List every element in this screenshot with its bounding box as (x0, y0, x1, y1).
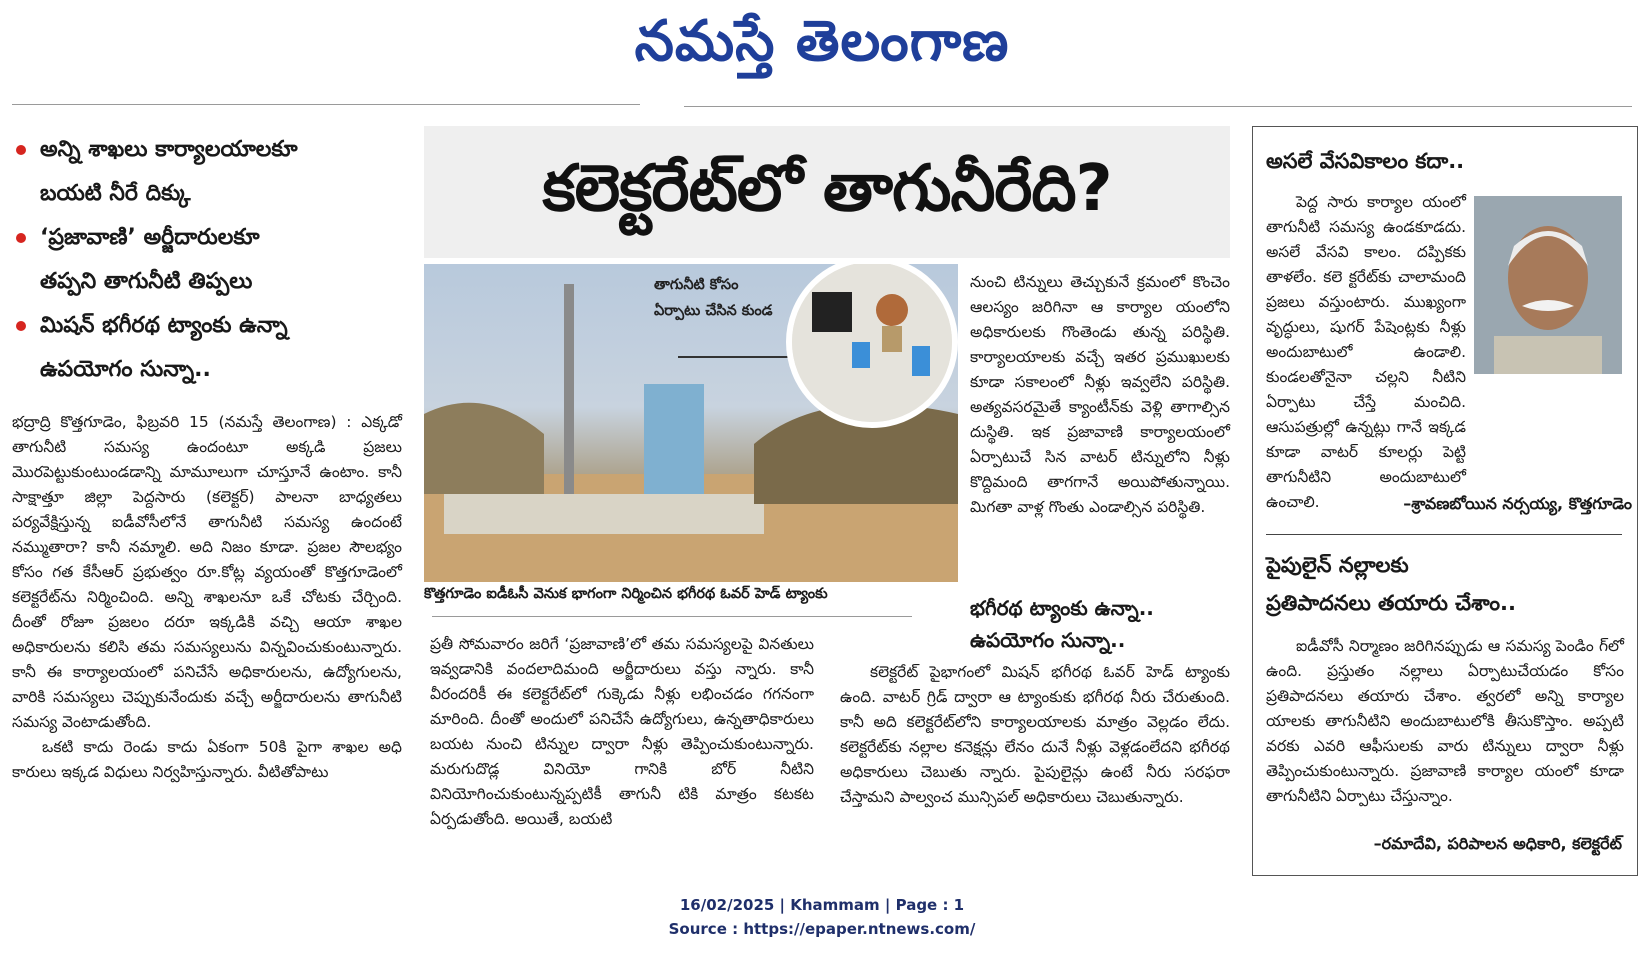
sidebar-quote-2: ఐడీవోసీ నిర్మాణం జరిగినప్పుడు ఆ సమస్య పెండిం గ్‌లో ఉంది. ప్రస్తుతం నల్లాలు ఏర్పాటుచేయడం కోసం ప్రతిపాదనలు తయారు చేశాం. త్వరలో అన్ని కార్యాల యాలకు తాగునీటిని అందుబాటులోకి తీసుకొస్తాం. అప్పటి వరకు ఎవరి ఆఫీసులకు వారు టిన్నులు ద్వారా నీళ్లు తెప్పించుకుంటున్నారు. ప్రజావాణి కార్యాల యంలో కూడా తాగునీటిని ఏర్పాటు చేస్తున్నాం. (1266, 637, 1624, 805)
bullet-dot (16, 321, 26, 331)
sidebar-heading-2 (1266, 546, 1626, 622)
col2-para: ప్రతీ సోమవారం జరిగే ‘ప్రజావాణి’లో తమ సమస్యలపై వినతులు ఇవ్వడానికి వందలాదిమంది అర్జీదారులు వస్తు న్నారు. కానీ వీరందరికీ ఈ కలెక్టరేట్‌లో గుక్కెడు నీళ్లు లభించడం గగనంగా మారింది. దీంతో అందులో పనిచేసే ఉద్యోగులు, ఉన్నతాధికారులు బయట నుంచి టిన్నుల ద్వారా నీళ్లు తెప్పించుకుంటున్నారు. మరుగుదొడ్ల వినియో గానికి బోర్ నీటిని వినియోగించుకుంటున్నప్పటికీ తాగునీ టికి మాత్రం కటకట ఏర్పడుతోంది. అయితే, బయటి (430, 635, 814, 828)
footer-date-line: 16/02/2025 | Khammam | Page : 1 (679, 896, 965, 914)
sidebar-quote-1: పెద్ద సారు కార్యాల యంలో తాగునీటి సమస్య ఉండకూడదు. అసలే వేసవి కాలం. దప్పికకు తాళలేం. కలె క్టరేట్‌కు చాలామంది ప్రజలు వస్తుంటారు. ముఖ్యంగా వృద్ధులు, షుగర్ పేషెంట్లకు నీళ్లు అందుబాటులో ఉండాలి. కుండలతోనైనా చల్లని నీటిని ఏర్పాటు చేస్తే మంచిది. ఆసుపత్రుల్లో ఉన్నట్లు గానే ఇక్కడ కూడా వాటర్ కూలర్లు పెట్టి తాగునీటిని అందుబాటులో ఉంచాలి. (1266, 193, 1466, 511)
sidebar-heading-2a: పైపులైన్ నల్లాలకు (1266, 553, 1409, 577)
photo (424, 264, 958, 582)
highlights (12, 128, 412, 392)
article-col1 (12, 410, 402, 785)
bullet-dot (16, 233, 26, 243)
inset-arrow (678, 356, 804, 358)
highlight-2b: తప్పని తాగునీటి తిప్పలు (40, 269, 253, 294)
water-pot-illustration (792, 264, 952, 422)
masthead-rule-right (684, 106, 1632, 107)
sub-headline-2: ఉపయోగం సున్నా.. (970, 628, 1126, 652)
portrait-photo (1474, 196, 1622, 374)
sub-headline-1: భగీరథ ట్యాంకు ఉన్నా.. (970, 596, 1154, 620)
caption-rule (432, 616, 912, 617)
highlight-3: మిషన్ భగీరథ ట్యాంకు ఉన్నా (12, 304, 412, 348)
sub-headline (970, 592, 1230, 656)
footer-source-line: Source : https://epaper.ntnews.com/ (668, 920, 976, 938)
highlight-1: అన్ని శాఖలు కార్యాలయాలకూ (12, 128, 412, 172)
article-col2 (430, 632, 814, 832)
sidebar-quote-1-top (1266, 190, 1466, 515)
inset-circle-photo (786, 264, 958, 428)
sidebar-signature-2: –రమాదేవి, పరిపాలన అధికారి, కలెక్టరేట్ (1373, 834, 1622, 853)
sidebar-quote-2-box (1266, 634, 1624, 809)
highlight-1b: బయటి నీరే దిక్కు (40, 181, 191, 206)
photo-caption: కొత్తగూడెం ఐడీఓసీ వెనుక భాగంగా నిర్మించిన భగీరథ ఓవర్ హెడ్ ట్యాంకు (424, 586, 828, 602)
masthead-rule-left (12, 104, 640, 105)
col1-para1: భద్రాద్రి కొత్తగూడెం, ఫిబ్రవరి 15 (నమస్తే తెలంగాణ) : ఎక్కడో తాగునీటి సమస్య ఉందంటూ అక్కడి ప్రజలు మొరపెట్టుకుంటుండడాన్ని మామూలుగా చూస్తూనే ఉంటాం. కానీ సాక్షాత్తూ జిల్లా పెద్దసారు (కలెక్టర్) పాలనా బాధ్యతలు పర్యవేక్షిస్తున్న ఐడీవోసీలోనే తాగునీటి సమస్య ఉందంటే నమ్ముతారా? కానీ నమ్మాలి. అది నిజం కూడా. ప్రజల సౌలభ్యం కోసం గత కేసీఆర్ ప్రభుత్వం రూ.కోట్ల వ్యయంతో కొత్తగూడెంలో కలెక్టరేట్‌ను నిర్మించింది. అన్ని శాఖలనూ ఒకే చోటకు చేర్చింది. దీంతో రోజూ ప్రజలం దరూ ఇక్కడికి వచ్చి ఆయా శాఖల అధికారులను కలిసి తమ సమస్యలును విన్నవించుకుంటున్నారు. కానీ ఈ కార్యాలయంలో పనిచేసే అధికారులను, ఉద్యోగులను, వారికి సమస్యలు చెప్పుకునేందుకు వచ్చే అర్జీదారులను తాగునీటి సమస్య వెంటాడుతోంది. (12, 413, 402, 731)
col1-para2: ఒకటి కాదు రెండు కాదు ఏకంగా 50కి పైగా శాఖల అధి కారులు ఇక్కడ విధులు నిర్వహిస్తున్నారు. వీటితోపాటు (12, 738, 402, 781)
article-col3b (840, 660, 1230, 810)
col3b-para: కలెక్టరేట్ పైభాగంలో మిషన్ భగీరథ ఓవర్ హెడ్ ట్యాంకు ఉంది. వాటర్ గ్రిడ్ ద్వారా ఆ ట్యాంకుకు భగీరథ నీరు చేరుతుంది. కానీ అది కలెక్టరేట్‌లోని కార్యాలయాలకు మాత్రం వెల్లడం లేదు. కలెక్టరేట్‌కు నల్లాల కనెక్షన్లు లేనం దునే నీళ్లు వెళ్లడంలేదని భగీరథ అధికారులు చెబుతు న్నారు. పైపులైన్లు ఉంటే నీరు సరఫరా చేస్తామని పాల్వంచ మున్సిపల్ అధికారులు చెబుతున్నారు. (840, 663, 1230, 806)
col3-para: నుంచి టిన్నులు తెచ్చుకునే క్రమంలో కొంచెం ఆలస్యం జరిగినా ఆ కార్యాల యంలోని అధికారులకు గొంతెండు తున్న పరిస్థితి. కార్యాలయాలకు వచ్చే ఇతర ప్రముఖులకు కూడా సకాలంలో నీళ్లు ఇవ్వలేని పరిస్థితి. అత్యవసరమైతే క్యాంటీన్‌కు వెళ్లి తాగాల్సిన దుస్థితి. ఇక ప్రజావాణి కార్యాలయంలో ఏర్పాటుచే సిన వాటర్ టిన్నులోని నీళ్లు కొద్దిమంది తాగగానే అయిపోతున్నాయి. మిగతా వాళ్ల గొంతు ఎండాల్సిన పరిస్థితి. (970, 273, 1230, 516)
highlight-3b: ఉపయోగం సున్నా.. (40, 357, 211, 382)
sidebar-divider (1266, 534, 1622, 535)
headline: కలెక్టరేట్‌లో తాగునీరేది? (542, 152, 1112, 226)
sidebar-heading-2b: ప్రతిపాదనలు తయారు చేశాం.. (1266, 591, 1517, 615)
inset-label: తాగునీటి కోసం ఏర్పాటు చేసిన కుండ (654, 277, 773, 319)
portrait-illustration (1474, 196, 1622, 374)
sidebar-signature-1: –శ్రావణబోయిన నర్సయ్య, కొత్తగూడెం (1403, 494, 1632, 513)
bullet-dot (16, 145, 26, 155)
article-col3 (970, 270, 1230, 520)
sidebar-heading-1: అసలే వేసవికాలం కదా.. (1266, 149, 1465, 173)
highlight-2: ‘ప్రజావాణి’ అర్జీదారులకూ (12, 216, 412, 260)
masthead: నమస్తే తెలంగాణ (634, 8, 1010, 74)
headline-box (424, 126, 1230, 258)
